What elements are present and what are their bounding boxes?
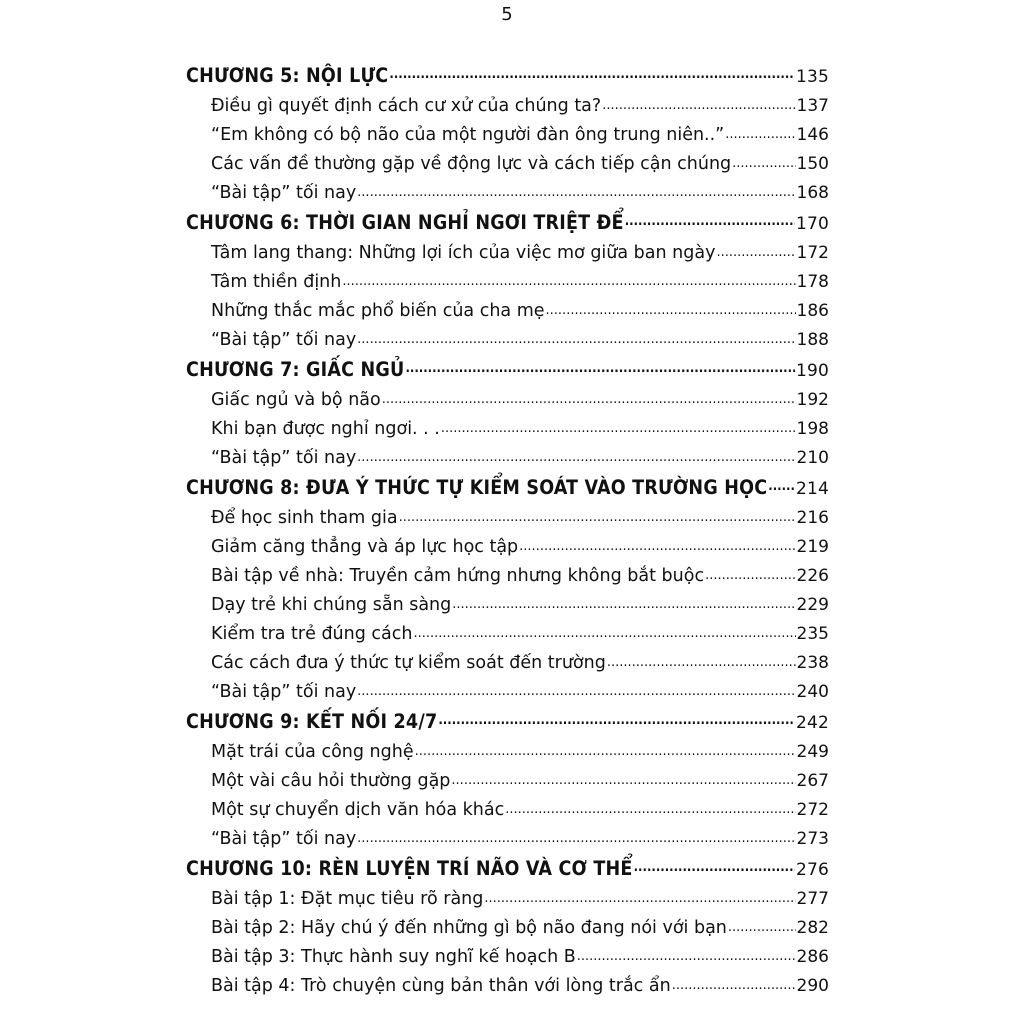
toc-entry[interactable] (186, 592, 829, 621)
entry-title: “Bài tập” tối nay (211, 329, 357, 350)
entry-title: Tâm lang thang: Những lợi ích của việc mơ giữa ban ngày (211, 242, 716, 263)
dot-leader (357, 445, 795, 463)
toc-entry[interactable] (186, 679, 829, 708)
dot-leader (705, 563, 795, 581)
entry-page: 267 (796, 770, 829, 791)
toc-entry[interactable] (186, 650, 829, 679)
chapter-page: 135 (795, 66, 829, 87)
chapter-title: CHƯƠNG 5: NỘI LỰC (186, 63, 389, 87)
toc-entry[interactable] (186, 621, 829, 650)
entry-page: 219 (796, 536, 829, 557)
entry-title: Để học sinh tham gia (211, 507, 398, 528)
entry-title: Bài tập 4: Trò chuyện cùng bản thân với lòng trắc ẩn (211, 975, 671, 996)
chapter-page: 170 (795, 213, 829, 234)
chapter-6 (186, 209, 829, 356)
chapter-8 (186, 474, 829, 708)
entry-page: 290 (796, 975, 829, 996)
toc-entry[interactable] (186, 886, 829, 915)
entry-title: Một vài câu hỏi thường gặp (211, 770, 451, 791)
entry-title: Dạy trẻ khi chúng sẵn sàng (211, 594, 452, 615)
chapter-9 (186, 708, 829, 855)
toc-entry[interactable] (186, 739, 829, 768)
entry-page: 229 (796, 594, 829, 615)
chapter-page: 190 (795, 360, 829, 381)
entry-page: 286 (796, 946, 829, 967)
entry-page: 172 (796, 242, 829, 263)
toc-entry[interactable] (186, 93, 829, 122)
toc-entry[interactable] (186, 151, 829, 180)
dot-leader (602, 93, 795, 111)
entry-title: Tâm thiền định (211, 271, 342, 292)
entry-title: Kiểm tra trẻ đúng cách (211, 623, 413, 644)
dot-leader (577, 944, 796, 962)
dot-leader (452, 592, 795, 610)
chapter-heading[interactable] (186, 209, 829, 240)
page-number: 5 (501, 4, 513, 25)
entry-page: 137 (796, 95, 829, 116)
entry-title: Một sự chuyển dịch văn hóa khác (211, 799, 505, 820)
entry-page: 216 (796, 507, 829, 528)
entry-page: 198 (796, 418, 829, 439)
toc-entry[interactable] (186, 445, 829, 474)
toc-entry[interactable] (186, 387, 829, 416)
entry-title: Giấc ngủ và bộ não (211, 389, 381, 410)
chapter-heading[interactable] (186, 62, 829, 93)
dot-leader (546, 298, 796, 316)
chapter-5 (186, 62, 829, 209)
entry-page: 150 (796, 153, 829, 174)
entry-title: “Bài tập” tối nay (211, 681, 357, 702)
toc-entry[interactable] (186, 944, 829, 973)
entry-title: Giảm căng thẳng và áp lực học tập (211, 536, 519, 557)
dot-leader (389, 62, 795, 82)
table-of-contents (186, 62, 829, 1002)
dot-leader (732, 151, 795, 169)
entry-title: Bài tập về nhà: Truyền cảm hứng nhưng không bắt buộc (211, 565, 705, 586)
entry-page: 240 (796, 681, 829, 702)
dot-leader (413, 621, 795, 639)
dot-leader (357, 826, 795, 844)
dot-leader (357, 180, 795, 198)
entry-title: Các cách đưa ý thức tự kiểm soát đến trường (211, 652, 606, 673)
chapter-10 (186, 855, 829, 1002)
dot-leader (399, 505, 796, 523)
chapter-heading[interactable] (186, 708, 829, 739)
chapter-title: CHƯƠNG 7: GIẤC NGỦ (186, 357, 405, 381)
entry-page: 146 (796, 124, 829, 145)
entry-page: 178 (796, 271, 829, 292)
entry-page: 238 (796, 652, 829, 673)
chapter-7 (186, 356, 829, 474)
entry-title: Bài tập 3: Thực hành suy nghĩ kế hoạch B (211, 946, 576, 967)
dot-leader (672, 973, 796, 991)
entry-page: 272 (796, 799, 829, 820)
dot-leader (634, 855, 795, 875)
toc-entry[interactable] (186, 298, 829, 327)
dot-leader (519, 534, 795, 552)
entry-title: Các vấn đề thường gặp về động lực và cách tiếp cận chúng (211, 153, 732, 174)
chapter-page: 242 (795, 712, 829, 733)
dot-leader (342, 269, 795, 287)
dot-leader (625, 209, 795, 229)
dot-leader (607, 650, 796, 668)
entry-page: 188 (796, 329, 829, 350)
entry-title: Khi bạn được nghỉ ngơi. . . (211, 418, 440, 439)
entry-title: “Bài tập” tối nay (211, 447, 357, 468)
chapter-title: CHƯƠNG 6: THỜI GIAN NGHỈ NGƠI TRIỆT ĐỂ (186, 210, 624, 234)
toc-entry[interactable] (186, 973, 829, 1002)
dot-leader (716, 240, 795, 258)
chapter-page: 214 (795, 478, 829, 499)
dot-leader (768, 474, 795, 494)
entry-page: 282 (796, 917, 829, 938)
chapter-title: CHƯƠNG 10: RÈN LUYỆN TRÍ NÃO VÀ CƠ THỂ (186, 856, 633, 880)
chapter-heading[interactable] (186, 356, 829, 387)
entry-page: 277 (796, 888, 829, 909)
chapter-title: CHƯƠNG 9: KẾT NỐI 24/7 (186, 709, 438, 733)
toc-entry[interactable] (186, 534, 829, 563)
entry-page: 249 (796, 741, 829, 762)
dot-leader (405, 356, 794, 376)
toc-entry[interactable] (186, 915, 829, 944)
entry-title: “Bài tập” tối nay (211, 828, 357, 849)
toc-entry[interactable] (186, 122, 829, 151)
entry-title: Những thắc mắc phổ biến của cha mẹ (211, 300, 545, 321)
entry-title: Bài tập 1: Đặt mục tiêu rõ ràng (211, 888, 484, 909)
toc-entry[interactable] (186, 505, 829, 534)
entry-page: 192 (796, 389, 829, 410)
toc-entry[interactable] (186, 269, 829, 298)
entry-page: 235 (796, 623, 829, 644)
toc-entry[interactable] (186, 240, 829, 269)
dot-leader (441, 416, 796, 434)
toc-entry[interactable] (186, 797, 829, 826)
dot-leader (451, 768, 795, 786)
entry-title: “Em không có bộ não của một người đàn ông trung niên..” (211, 124, 725, 145)
toc-entry[interactable] (186, 768, 829, 797)
dot-leader (357, 679, 795, 697)
entry-page: 186 (796, 300, 829, 321)
toc-entry[interactable] (186, 826, 829, 855)
entry-page: 168 (796, 182, 829, 203)
entry-title: Điều gì quyết định cách cư xử của chúng ta? (211, 95, 602, 116)
dot-leader (505, 797, 795, 815)
chapter-title: CHƯƠNG 8: ĐƯA Ý THỨC TỰ KIỂM SOÁT VÀO TRƯỜNG HỌC (186, 475, 768, 499)
chapter-page: 276 (795, 859, 829, 880)
toc-entry[interactable] (186, 180, 829, 209)
dot-leader (382, 387, 796, 405)
dot-leader (728, 915, 796, 933)
chapter-heading[interactable] (186, 855, 829, 886)
entry-title: Mặt trái của công nghệ (211, 741, 414, 762)
toc-entry[interactable] (186, 563, 829, 592)
entry-page: 210 (796, 447, 829, 468)
dot-leader (725, 122, 795, 140)
dot-leader (484, 886, 795, 904)
entry-title: “Bài tập” tối nay (211, 182, 357, 203)
entry-page: 273 (796, 828, 829, 849)
entry-title: Bài tập 2: Hãy chú ý đến những gì bộ não đang nói với bạn (211, 917, 727, 938)
dot-leader (415, 739, 796, 757)
entry-page: 226 (796, 565, 829, 586)
dot-leader (438, 708, 795, 728)
toc-entry[interactable] (186, 416, 829, 445)
chapter-heading[interactable] (186, 474, 829, 505)
toc-entry[interactable] (186, 327, 829, 356)
dot-leader (357, 327, 795, 345)
